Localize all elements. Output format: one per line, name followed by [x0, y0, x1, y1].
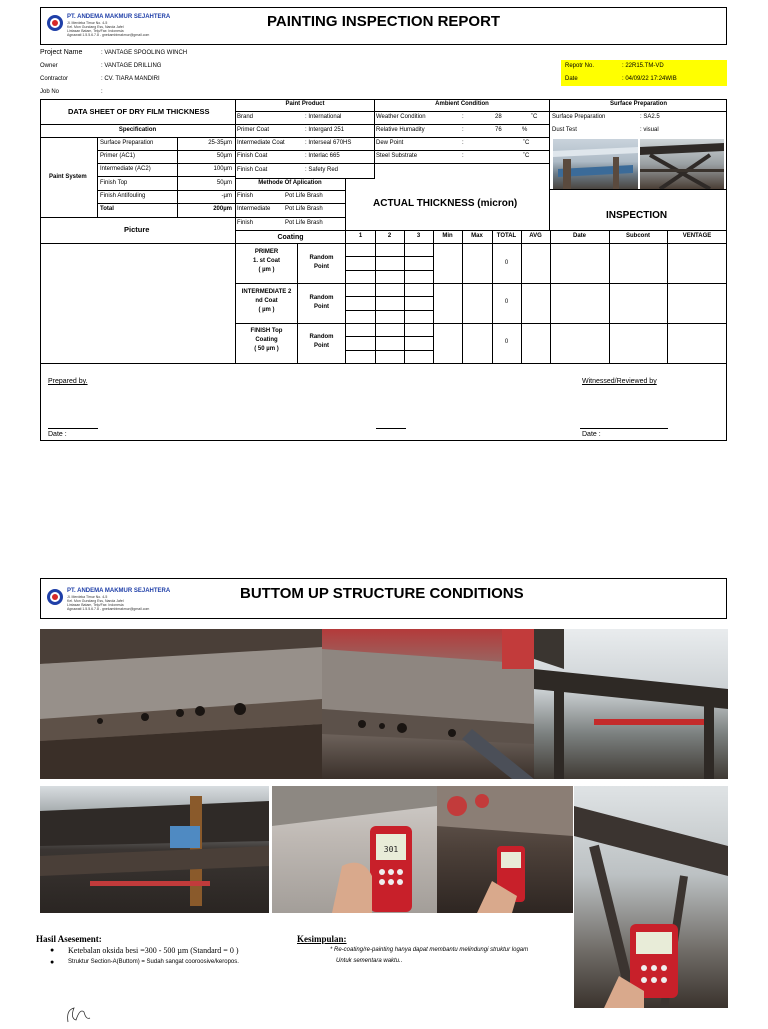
- paint-system-label: Paint System: [49, 174, 87, 180]
- paint-product-value: : Interlac 665: [305, 153, 340, 159]
- svg-text:301: 301: [383, 845, 399, 854]
- jobno-value: :: [101, 89, 103, 95]
- company-address-line: Kel. Mon Gundang Ess, Nanda Jafel: [67, 599, 124, 603]
- col-header: Max: [471, 233, 483, 239]
- col-header: Subcont: [626, 233, 650, 239]
- date-left-label: Date :: [48, 431, 67, 438]
- kesimpulan-line: * Re-coating/re-painting hanya dapat membantu melindungi struktur logam: [330, 947, 529, 953]
- random-point-label: Random Point: [309, 255, 334, 270]
- project-value: : VANTAGE SPOOLING WINCH: [101, 50, 188, 56]
- method-value: Pot Life Brash: [285, 193, 323, 199]
- signature-mark: [64, 1004, 94, 1024]
- inspection-title: INSPECTION: [606, 210, 668, 221]
- paint-product-label: Brand: [237, 114, 254, 120]
- jobno-label: Job No: [40, 89, 60, 95]
- picture-label: Picture: [124, 225, 150, 234]
- company-address-line: Kel. Mon Gundang Ess, Nanda Jafel: [67, 25, 124, 29]
- date-value: : 04/09/22 17:24WIB: [622, 76, 677, 82]
- dft-row-value: 100µm: [213, 166, 232, 172]
- coat-intermediate: INTERMEDIATE 2 nd Coat ( µm ): [241, 289, 292, 313]
- col-header: 2: [387, 233, 392, 239]
- dft-row-name: Intermediate (AC2): [100, 166, 151, 172]
- method-value: Pot Life Brash: [285, 206, 323, 212]
- ambient-value: 28: [495, 114, 502, 120]
- bullet-icon: ●: [50, 947, 55, 954]
- report-no-value: : 22R15.TM-VD: [622, 63, 664, 69]
- gauge-photo: [574, 786, 728, 1008]
- surface-photo: [553, 139, 638, 189]
- date-label: Date: [565, 76, 578, 82]
- company-address-line: Lintasan Batam, Telp/Fax: Indonesia: [67, 29, 124, 33]
- ambient-label: Weather Condition: [376, 114, 426, 120]
- hasil-title: Hasil Asesement:: [36, 934, 102, 944]
- company-address-line: Agnawati 1.5.5.6.7.8 - gnekambimakmur@gmail.com: [67, 33, 150, 37]
- paint-product-label: Finish Coat: [237, 167, 268, 173]
- corrosion-photo: [322, 629, 534, 779]
- paint-product-label: Primer Coat: [237, 127, 270, 133]
- ambient-value: 76: [495, 127, 502, 133]
- col-header: VENTAGE: [682, 233, 712, 239]
- total-value: 0: [504, 339, 509, 345]
- conditions-title: BUTTOM UP STRUCTURE CONDITIONS: [240, 585, 524, 602]
- kesimpulan-title: Kesimpulan:: [297, 934, 347, 944]
- owner-value: : VANTAGE DRILLING: [101, 63, 162, 69]
- coat-finish: FINISH Top Coating ( 50 µm ): [250, 328, 283, 352]
- surface-photo: [640, 139, 724, 189]
- gauge-photo: [272, 786, 437, 913]
- company-name: PT. ANDEMA MAKMUR SEJAHTERA: [67, 588, 171, 594]
- col-header: 1: [358, 233, 363, 239]
- witnessed-label: Witnessed/Reviewed by: [582, 378, 657, 385]
- surface-label: Surface Preparation: [552, 114, 606, 120]
- surface-value: : SA2.5: [640, 114, 660, 120]
- report-title: PAINTING INSPECTION REPORT: [267, 13, 501, 30]
- dft-row-value: 50µm: [216, 153, 232, 159]
- surface-value: : visual: [640, 127, 659, 133]
- actual-thickness-title: ACTUAL THICKNESS (micron): [373, 198, 518, 209]
- company-logo: [46, 588, 170, 611]
- surface-header: Surface Preparation: [609, 101, 668, 107]
- contractor-value: : CV. TIARA MANDIRI: [101, 76, 160, 82]
- paint-product-label: Intermediate Coat: [237, 140, 285, 146]
- col-header: 3: [416, 233, 421, 239]
- dft-row-value: 200µm: [213, 206, 232, 212]
- dft-header: DATA SHEET OF DRY FILM THICKNESS: [68, 107, 210, 116]
- gauge-photo: [437, 786, 573, 913]
- dft-row-name: Total: [100, 206, 114, 212]
- method-label: Finish: [237, 193, 254, 199]
- ambient-label: Relative Humadity: [376, 127, 425, 133]
- dft-row-value: 50µm: [216, 180, 232, 186]
- paint-product-value: : Intergard 251: [305, 127, 345, 133]
- coat-primer: PRIMER 1. st Coat ( µm ): [252, 249, 280, 273]
- kesimpulan-line: Untuk sementara waktu..: [336, 958, 403, 964]
- company-address-line: Agnawati 1.5.5.6.7.8 - gnekambimakmur@gmail.com: [67, 607, 150, 611]
- project-label: Project Name: [40, 49, 83, 56]
- ambient-label: Steel Substrate: [376, 153, 418, 159]
- dft-row-name: Finish Antifouling: [100, 193, 146, 199]
- paint-product-header: Paint Product: [285, 101, 325, 107]
- corrosion-photo: [534, 629, 728, 779]
- total-value: 0: [504, 260, 509, 266]
- paint-product-value: : International: [305, 114, 342, 120]
- paint-product-label: Finish Coat: [237, 153, 268, 159]
- assessment-bullet: Ketebalan oksida besi =300 - 500 µm (Standard = 0 ): [68, 946, 239, 955]
- dft-row-name: Finish Top: [100, 180, 128, 186]
- col-header: Min: [442, 233, 453, 239]
- random-point-label: Random Point: [309, 295, 334, 310]
- company-address-line: Jl. Merdeka Timur No. 4-5: [67, 21, 108, 25]
- company-logo-icon: [46, 588, 64, 606]
- total-value: 0: [504, 299, 509, 305]
- col-header: Date: [572, 233, 586, 239]
- method-label: Intermediate: [237, 206, 271, 212]
- ambient-label: Dew Point: [376, 140, 404, 146]
- dft-row-name: Surface Preparation: [100, 140, 154, 146]
- company-address-line: Lintasan Batam, Telp/Fax: Indonesia: [67, 603, 124, 607]
- company-address-line: Jl. Merdeka Timur No. 4-5: [67, 595, 108, 599]
- owner-label: Owner: [40, 63, 58, 69]
- dft-row-value: -µm: [221, 193, 232, 199]
- random-point-label: Random Point: [309, 334, 334, 349]
- company-name: PT. ANDEMA MAKMUR SEJAHTERA: [67, 14, 171, 20]
- col-coating: Coating: [277, 234, 304, 241]
- surface-label: Dust Test: [552, 127, 577, 133]
- paint-product-value: : Interseal 670HS: [305, 140, 352, 146]
- date-right-label: Date :: [582, 431, 601, 438]
- method-header: Methode Of Aplication: [258, 180, 322, 186]
- corrosion-photo: [40, 629, 322, 779]
- paint-product-value: : Safety Red: [305, 167, 339, 173]
- report-no-label: Repotr No.: [565, 63, 595, 69]
- contractor-label: Contractor: [40, 76, 69, 82]
- bullet-icon: ●: [50, 959, 55, 966]
- method-label: Finish: [237, 220, 254, 226]
- company-logo: [46, 14, 170, 37]
- col-header: TOTAL: [496, 233, 517, 239]
- dft-row-name: Primer (AC1): [100, 153, 136, 159]
- dft-row-value: 25-35µm: [208, 140, 232, 146]
- assessment-bullet: Struktur Section-A(Buttom) = Sudah sangat cooroosive/keropos.: [68, 959, 239, 965]
- ambient-header: Ambient Condition: [435, 101, 489, 107]
- corrosion-photo: [40, 786, 269, 913]
- method-value: Pot Life Brash: [285, 220, 323, 226]
- col-header: AVG: [529, 233, 542, 239]
- company-logo-icon: [46, 14, 64, 32]
- prepared-by-label: Prepared by.: [48, 378, 88, 385]
- specification-header: Specification: [118, 127, 157, 133]
